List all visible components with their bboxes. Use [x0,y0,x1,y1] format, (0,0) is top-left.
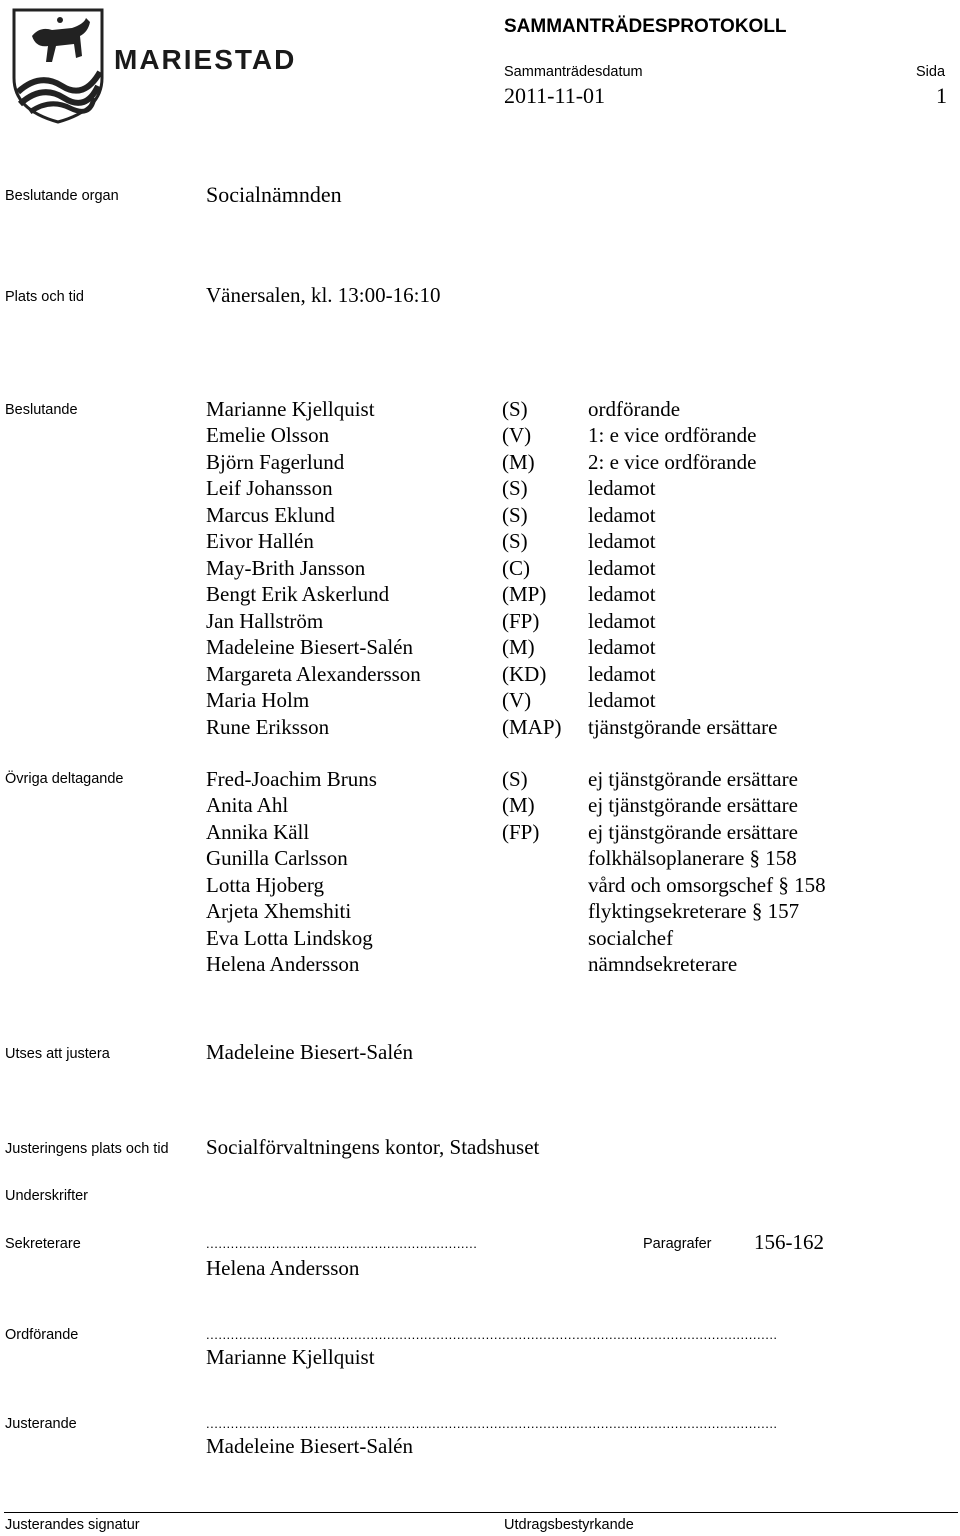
list-item: Bengt Erik Askerlund (MP) ledamot [206,582,656,606]
others-label: Övriga deltagande [5,771,124,787]
adjusting-name: Madeleine Biesert-Salén [206,1434,414,1458]
paragraphs-label: Paragrafer [643,1236,712,1252]
place-value: Vänersalen, kl. 13:00-16:10 [206,283,441,307]
list-item: Maria Holm (V) ledamot [206,688,656,712]
list-item: Margareta Alexandersson (KD) ledamot [206,662,656,686]
secretary-signature-line: .................................................................. [206,1236,478,1251]
list-item: Marianne Kjellquist (S) ordförande [206,397,681,421]
list-item: Eivor Hallén (S) ledamot [206,529,656,553]
adjusting-signature-line: ........................................................................................................................................... [206,1416,778,1431]
list-item: Fred-Joachim Bruns (S) ej tjänstgörande ersättare [206,767,798,791]
list-item: May-Brith Jansson (C) ledamot [206,556,656,580]
footer-extract-certification: Utdragsbestyrkande [504,1517,634,1533]
list-item: Marcus Eklund (S) ledamot [206,503,656,527]
list-item: Annika Käll (FP) ej tjänstgörande ersättare [206,820,798,844]
coat-of-arms-icon [10,6,106,124]
footer-adjuster-signature: Justerandes signatur [5,1517,140,1533]
secretary-name: Helena Andersson [206,1256,360,1280]
logo-wordmark: MARIESTAD [114,44,297,75]
list-item: Gunilla Carlsson folkhälsoplanerare § 158 [206,846,797,870]
adjusting-label: Justerande [5,1416,77,1432]
page-number: 1 [936,83,947,108]
list-item: Anita Ahl (M) ej tjänstgörande ersättare [206,793,798,817]
footer-divider [4,1512,958,1513]
list-item: Helena Andersson nämndsekreterare [206,952,738,976]
page-label: Sida [916,64,946,80]
chair-label: Ordförande [5,1327,79,1343]
list-item: Jan Hallström (FP) ledamot [206,609,656,633]
list-item: Leif Johansson (S) ledamot [206,476,656,500]
municipal-logo [10,6,297,124]
chair-name: Marianne Kjellquist [206,1345,375,1369]
place-label: Plats och tid [5,289,84,305]
chair-signature-line: ........................................................................................................................................... [206,1327,778,1342]
list-item: Rune Eriksson (MAP) tjänstgörande ersättare [206,715,778,739]
list-item: Lotta Hjoberg vård och omsorgschef § 158 [206,873,826,897]
adjust-place-label: Justeringens plats och tid [5,1141,169,1157]
list-item: Emelie Olsson (V) 1: e vice ordförande [206,423,757,447]
decision-makers-label: Beslutande [5,402,78,418]
signatures-label: Underskrifter [5,1188,88,1204]
list-item: Madeleine Biesert-Salén (M) ledamot [206,635,656,659]
adjuster-label: Utses att justera [5,1046,110,1062]
organ-label: Beslutande organ [5,188,119,204]
list-item: Arjeta Xhemshiti flyktingsekreterare § 157 [206,899,800,923]
secretary-label: Sekreterare [5,1236,81,1252]
organ-value: Socialnämnden [206,182,342,207]
adjust-place-value: Socialförvaltningens kontor, Stadshuset [206,1135,540,1159]
adjuster-value: Madeleine Biesert-Salén [206,1040,414,1064]
paragraphs-value: 156-162 [754,1230,824,1254]
document-title: SAMMANTRÄDESPROTOKOLL [504,16,787,37]
meeting-date-label: Sammanträdesdatum [504,64,643,80]
list-item: Björn Fagerlund (M) 2: e vice ordförande [206,450,757,474]
list-item: Eva Lotta Lindskog socialchef [206,926,674,950]
meeting-date-value: 2011-11-01 [504,83,606,108]
